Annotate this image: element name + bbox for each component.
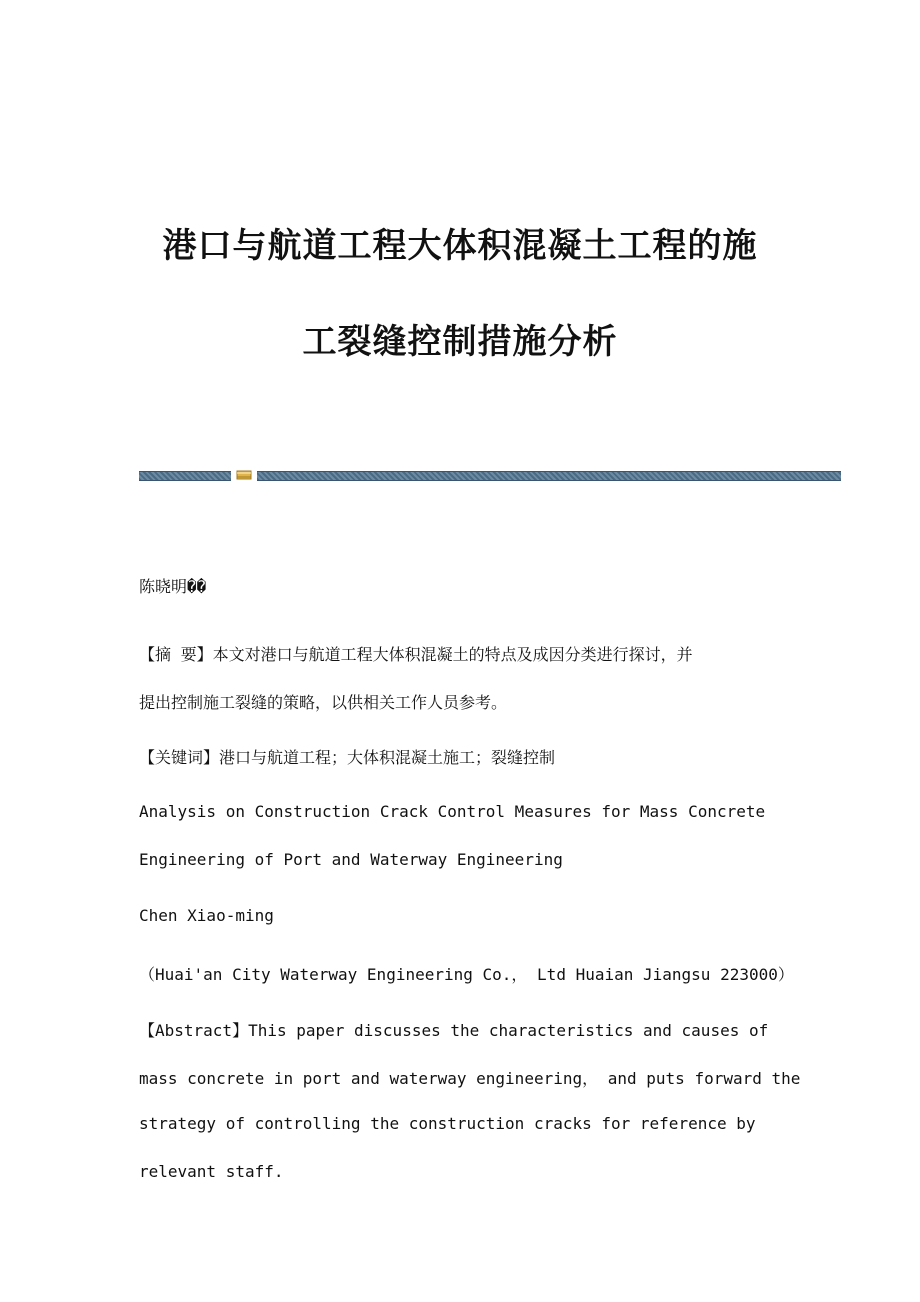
decorative-divider [139,468,841,482]
abstract-cn-line-2: 提出控制施工裂缝的策略，以供相关工作人员参考。 [139,693,508,712]
affiliation-en: （Huai'an City Waterway Engineering Co.， Ltd Huaian Jiangsu 223000） [139,965,794,984]
title-en-line-1: Analysis on Construction Crack Control Measures for Mass Concrete [139,802,766,821]
title-en-line-2: Engineering of Port and Waterway Engineering [139,850,563,869]
abstract-cn-line-1: 【摘 要】本文对港口与航道工程大体积混凝土的特点及成因分类进行探讨，并 [139,645,693,664]
abstract-en-line-1: 【Abstract】This paper discusses the characteristics and causes of [139,1021,769,1040]
keywords-cn: 【关键词】港口与航道工程；大体积混凝土施工；裂缝控制 [139,748,556,767]
ornament-icon [236,468,252,482]
title-line-2: 工裂缝控制措施分析 [302,322,618,362]
abstract-en-line-2: mass concrete in port and waterway engineering， and puts forward the [139,1069,801,1088]
abstract-en-line-3: strategy of controlling the construction cracks for reference by [139,1114,756,1133]
author-en: Chen Xiao-ming [139,906,274,925]
abstract-en-line-4: relevant staff. [139,1162,284,1181]
divider-bar-right [257,471,841,481]
divider-bar-left [139,471,231,481]
author-cn: 陈晓明�� [139,577,207,596]
title-line-1: 港口与航道工程大体积混凝土工程的施 [162,226,758,266]
